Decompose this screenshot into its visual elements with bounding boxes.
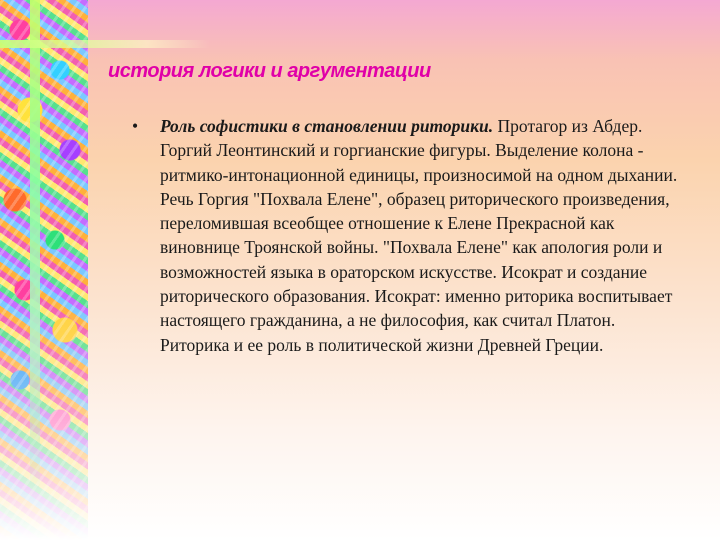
bullet-lead: Роль софистики в становлении риторики. [160, 116, 494, 136]
bullet-text [160, 114, 680, 357]
bullet-item [120, 114, 680, 357]
decorative-horizontal-bar [0, 40, 210, 48]
bullet-marker: • [132, 116, 139, 136]
decorative-vertical-bar [30, 0, 40, 500]
decorative-pattern [0, 0, 88, 540]
bullet-body: Протагор из Абдер. Горгий Леонтинский и горгианские фигуры. Выделение колона - ритмико-интонационной единицы, произносимой на одном дыхании. Речь Горгия "Похвала Елене", образец риторического произведения, переломившая всеобщее отношение к Елене Прекрасной как виновнице Троянской войны. "Похвала Елене" как апология роли и возможностей языка в ораторском искусстве. Исократ и создание риторического образования. Исократ: именно риторика воспитывает настоящего гражданина, а не философия, как считал Платон. Риторика и ее роль в политической жизни Древней Греции. [160, 116, 678, 355]
slide-title: история логики и аргументации [108, 60, 431, 82]
bullet-list [120, 114, 680, 357]
